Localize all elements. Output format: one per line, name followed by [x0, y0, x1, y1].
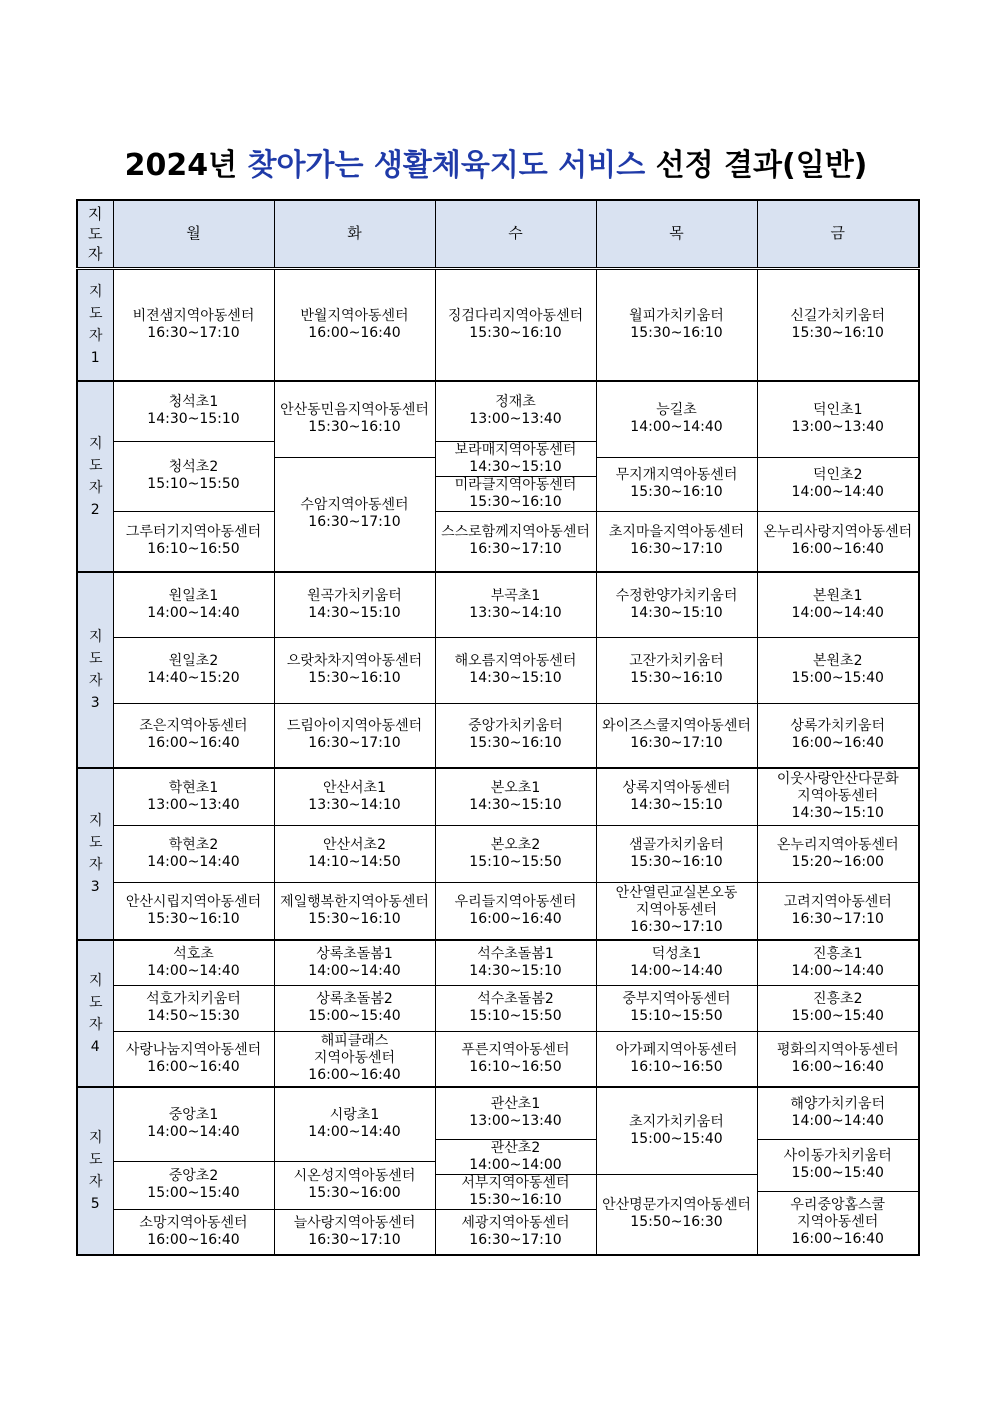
center-name: 덕인초2: [813, 467, 863, 483]
center-name: 상록초돌봄2: [316, 991, 393, 1007]
time-slot: 15:30~16:10: [469, 735, 562, 752]
schedule-cell: [757, 1139, 919, 1191]
schedule-cell: [435, 1031, 596, 1087]
center-name: 온누리지역아동센터: [776, 836, 899, 853]
center-name: 안산동민음지역아동센터: [280, 402, 429, 419]
schedule-cell: [596, 268, 757, 381]
center-name: 조은지역아동센터: [139, 718, 248, 735]
center-name: 본원초1: [813, 587, 863, 604]
schedule-cell: [757, 703, 919, 768]
schedule-cell: [596, 1174, 757, 1255]
time-slot: 16:30~17:10: [469, 1231, 562, 1248]
group-3-row: [77, 637, 919, 703]
time-slot: 15:00~15:40: [630, 1130, 723, 1147]
schedule-cell: [274, 825, 435, 882]
schedule-cell: [596, 1031, 757, 1087]
time-slot: 16:00~16:40: [147, 1058, 240, 1075]
time-slot: 16:10~16:50: [147, 541, 240, 558]
header-instructor: 지도자: [77, 200, 113, 268]
time-slot: 15:30~16:10: [630, 670, 723, 686]
time-slot: 16:10~16:50: [630, 1058, 723, 1075]
center-name: 세광지역아동센터: [461, 1214, 570, 1231]
instructor-label: 지도자1: [77, 268, 113, 381]
time-slot: 14:00~14:40: [308, 962, 401, 979]
group-5-row: [77, 940, 919, 985]
group-4-row: [77, 825, 919, 882]
schedule-cell: [435, 703, 596, 768]
schedule-cell: [757, 637, 919, 703]
schedule-cell: [757, 825, 919, 882]
schedule-cell: [757, 1087, 919, 1139]
time-slot: 15:30~16:10: [469, 493, 562, 510]
schedule-table: [76, 199, 920, 1256]
center-name: 와이즈스쿨지역아동센터: [602, 718, 751, 735]
group-6-row: [77, 1087, 919, 1126]
time-slot: 15:00~15:40: [791, 1008, 884, 1024]
schedule-cell: [274, 703, 435, 768]
center-name: 비젼샘지역아동센터: [132, 307, 255, 324]
schedule-cell: [274, 882, 435, 940]
schedule-cell: [596, 1087, 757, 1174]
center-name: 중앙초1: [168, 1107, 219, 1124]
time-slot: 13:30~14:10: [469, 604, 562, 621]
center-name: 안산서초1: [322, 779, 386, 796]
center-name: 본원초2: [813, 653, 863, 669]
schedule-cell: [435, 1139, 596, 1174]
center-name: 안산명문가지역아동센터: [602, 1197, 751, 1214]
time-slot: 15:00~15:40: [791, 670, 884, 686]
schedule-cell: [757, 985, 919, 1031]
time-slot: 15:30~16:10: [630, 484, 723, 500]
time-slot: 14:00~14:40: [791, 962, 884, 979]
time-slot: 13:30~14:10: [308, 796, 401, 813]
schedule-cell: [596, 511, 757, 572]
schedule-cell: [113, 1161, 274, 1209]
time-slot: 14:00~14:40: [147, 604, 240, 621]
instructor-label: 지도자4: [77, 940, 113, 1087]
schedule-cell: [435, 940, 596, 985]
header-day-tue: 화: [274, 200, 435, 268]
instructor-label: 지도자3: [77, 768, 113, 940]
schedule-cell: [274, 1031, 435, 1087]
time-slot: 14:00~14:40: [630, 419, 723, 436]
schedule-cell: [113, 268, 274, 381]
center-name: 징검다리지역아동센터: [447, 307, 584, 324]
center-name: 청석초2: [168, 459, 219, 475]
center-name: 고려지역아동센터: [783, 893, 892, 910]
center-name: 안산서초2: [322, 836, 386, 853]
schedule-cell: [113, 1087, 274, 1161]
center-name: 석수초돌봄1: [477, 945, 554, 962]
time-slot: 15:10~15:50: [630, 1008, 723, 1024]
schedule-cell: [274, 1161, 435, 1209]
center-name: 드림아이지역아동센터: [286, 718, 423, 735]
center-name: 중앙초2: [168, 1168, 219, 1184]
schedule-cell: [113, 703, 274, 768]
schedule-cell: [274, 268, 435, 381]
schedule-cell: [596, 882, 757, 940]
header-day-thu: 목: [596, 200, 757, 268]
center-name: 석호가치키움터: [146, 991, 241, 1007]
schedule-cell: [757, 457, 919, 511]
center-name: 상록지역아동센터: [622, 779, 731, 796]
time-slot: 16:00~16:40: [791, 1058, 884, 1075]
schedule-cell: [113, 441, 274, 511]
schedule-cell: [435, 882, 596, 940]
center-name: 원곡가치키움터: [307, 587, 402, 604]
center-name: 푸른지역아동센터: [461, 1041, 570, 1058]
center-name: 진흥초2: [813, 991, 863, 1007]
center-name: 미라클지역아동센터: [454, 476, 577, 493]
center-name: 아가페지역아동센터: [615, 1041, 738, 1058]
group-4-row: [77, 882, 919, 940]
center-name: 본오초1: [490, 779, 541, 796]
center-name-line2: 지역아동센터: [797, 1214, 879, 1231]
center-name: 이웃사랑안산다문화: [776, 771, 899, 788]
time-slot: 16:30~17:10: [630, 735, 723, 752]
center-name: 초지마을지역아동센터: [608, 524, 745, 541]
center-name: 시온성지역아동센터: [293, 1168, 416, 1184]
center-name: 안산시립지역아동센터: [125, 893, 262, 910]
schedule-cell: [757, 572, 919, 637]
center-name: 해피클래스: [320, 1033, 389, 1050]
group-3-row: [77, 703, 919, 768]
schedule-cell: [757, 268, 919, 381]
time-slot: 14:30~15:10: [469, 458, 562, 475]
schedule-cell: [757, 1031, 919, 1087]
time-slot: 14:00~14:00: [469, 1156, 562, 1173]
header-row: [77, 200, 919, 268]
center-name: 원일초2: [168, 653, 219, 669]
center-name: 보라매지역아동센터: [454, 441, 577, 458]
schedule-cell: [274, 637, 435, 703]
header-day-fri: 금: [757, 200, 919, 268]
schedule-cell: [435, 381, 596, 441]
group-4-row: [77, 768, 919, 825]
time-slot: 16:00~16:40: [147, 1231, 240, 1248]
schedule-cell: [274, 1209, 435, 1255]
center-name-line2: 지역아동센터: [635, 902, 718, 919]
center-name: 월피가치키움터: [629, 307, 724, 324]
schedule-cell: [596, 381, 757, 457]
time-slot: 16:00~16:40: [308, 324, 401, 341]
schedule-cell: [113, 1209, 274, 1255]
time-slot: 15:30~16:10: [308, 910, 401, 927]
time-slot: 14:30~15:10: [147, 411, 240, 428]
center-name: 덕인초1: [813, 402, 863, 419]
time-slot: 14:30~15:10: [469, 962, 562, 979]
time-slot: 14:30~15:10: [630, 604, 723, 621]
time-slot: 14:30~15:10: [469, 796, 562, 813]
center-name: 반월지역아동센터: [300, 307, 409, 324]
group-3-row: [77, 572, 919, 637]
center-name: 스스로함께지역아동센터: [441, 524, 590, 541]
center-name: 중부지역아동센터: [622, 991, 731, 1007]
time-slot: 16:00~16:40: [791, 541, 884, 558]
time-slot: 16:30~17:10: [630, 919, 723, 936]
schedule-cell: [757, 768, 919, 825]
center-name: 사이동가치키움터: [783, 1148, 892, 1164]
group-1-row: [77, 268, 919, 381]
schedule-cell: [113, 511, 274, 572]
time-slot: 15:30~16:10: [469, 324, 562, 341]
center-name: 진흥초1: [813, 945, 863, 962]
schedule-cell: [435, 1174, 596, 1209]
instructor-label: 지도자5: [77, 1087, 113, 1255]
time-slot: 15:30~16:10: [630, 853, 723, 870]
center-name: 덕성초1: [651, 945, 702, 962]
time-slot: 15:30~16:10: [308, 419, 401, 436]
schedule-cell: [113, 1031, 274, 1087]
time-slot: 14:00~14:40: [147, 962, 240, 979]
group-5-row: [77, 1031, 919, 1087]
time-slot: 16:30~17:10: [308, 514, 401, 531]
time-slot: 16:00~16:40: [308, 1067, 401, 1084]
schedule-cell: [113, 882, 274, 940]
center-name: 사랑나눔지역아동센터: [125, 1041, 262, 1058]
schedule-cell: [757, 882, 919, 940]
schedule-cell: [435, 268, 596, 381]
time-slot: 13:00~13:40: [469, 1113, 562, 1130]
time-slot: 14:50~15:30: [147, 1008, 240, 1024]
schedule-cell: [113, 381, 274, 441]
time-slot: 15:00~15:40: [147, 1185, 240, 1201]
time-slot: 16:30~17:10: [469, 541, 562, 558]
schedule-cell: [113, 985, 274, 1031]
schedule-cell: [435, 985, 596, 1031]
time-slot: 16:00~16:40: [791, 735, 884, 752]
center-name: 정재초: [495, 394, 536, 411]
center-name: 고잔가치키움터: [629, 653, 724, 669]
instructor-label: 지도자3: [77, 572, 113, 768]
center-name: 상록가치키움터: [790, 718, 886, 735]
center-name: 중앙가치키움터: [468, 718, 563, 735]
schedule-cell: [435, 511, 596, 572]
schedule-cell: [596, 825, 757, 882]
time-slot: 14:40~15:20: [147, 670, 240, 686]
center-name: 샘골가치키움터: [629, 836, 724, 853]
center-name: 상록초돌봄1: [316, 945, 393, 962]
time-slot: 14:30~15:10: [469, 670, 562, 686]
center-name: 그루터기지역아동센터: [125, 524, 262, 541]
center-name-line2: 지역아동센터: [313, 1050, 396, 1067]
time-slot: 14:30~15:10: [308, 604, 401, 621]
time-slot: 16:10~16:50: [469, 1058, 562, 1075]
time-slot: 13:00~13:40: [469, 411, 562, 428]
center-name: 무지개지역아동센터: [615, 467, 738, 483]
time-slot: 15:30~16:10: [469, 1191, 562, 1208]
schedule-cell: [596, 457, 757, 511]
group-5-row: [77, 985, 919, 1031]
center-name: 해오름지역아동센터: [454, 653, 577, 669]
time-slot: 15:30~16:10: [791, 324, 884, 341]
center-name: 원일초1: [168, 587, 219, 604]
schedule-cell: [274, 1087, 435, 1161]
instructor-label: 지도자2: [77, 381, 113, 572]
title-result: 선정 결과(일반): [655, 148, 868, 183]
center-name: 소망지역아동센터: [139, 1214, 248, 1231]
time-slot: 14:10~14:50: [308, 853, 401, 870]
time-slot: 13:00~13:40: [791, 419, 884, 436]
time-slot: 16:30~17:10: [147, 324, 240, 341]
schedule-cell: [435, 476, 596, 511]
header-day-mon: 월: [113, 200, 274, 268]
schedule-cell: [435, 1209, 596, 1255]
center-name: 부곡초1: [490, 587, 541, 604]
schedule-cell: [596, 985, 757, 1031]
time-slot: 14:00~14:40: [147, 853, 240, 870]
center-name: 수암지역아동센터: [300, 497, 409, 514]
center-name: 수정한양가치키움터: [615, 587, 738, 604]
schedule-cell: [596, 703, 757, 768]
center-name: 관산초1: [490, 1096, 541, 1113]
page-title: [0, 140, 992, 184]
title-year: 2024년: [124, 148, 238, 183]
time-slot: 14:30~15:10: [630, 796, 723, 813]
time-slot: 14:30~15:10: [791, 805, 884, 822]
center-name: 안산열린교실본오동: [615, 885, 738, 902]
center-name: 제일행복한지역아동센터: [280, 893, 429, 910]
center-name: 능길초: [656, 402, 697, 419]
title-service: 찾아가는 생활체육지도 서비스: [247, 148, 646, 183]
time-slot: 16:30~17:10: [630, 541, 723, 558]
schedule-cell: [435, 637, 596, 703]
time-slot: 14:00~14:40: [308, 1124, 401, 1141]
schedule-cell: [274, 381, 435, 457]
schedule-cell: [596, 572, 757, 637]
time-slot: 15:30~16:10: [147, 910, 240, 927]
group-2-row: [77, 381, 919, 426]
center-name: 초지가치키움터: [629, 1113, 724, 1130]
center-name: 학현초2: [168, 836, 219, 853]
time-slot: 14:00~14:40: [791, 604, 884, 621]
time-slot: 15:10~15:50: [469, 853, 562, 870]
schedule-cell: [113, 572, 274, 637]
center-name: 신길가치키움터: [790, 307, 886, 324]
time-slot: 15:30~16:00: [308, 1185, 401, 1201]
center-name: 평화의지역아동센터: [776, 1041, 899, 1058]
center-name: 관산초2: [490, 1139, 541, 1156]
time-slot: 14:00~14:40: [630, 962, 723, 979]
schedule-cell: [113, 637, 274, 703]
center-name: 석호초: [173, 945, 214, 962]
schedule-cell: [757, 511, 919, 572]
time-slot: 14:00~14:40: [791, 1113, 884, 1130]
time-slot: 16:30~17:10: [791, 910, 884, 927]
schedule-cell: [596, 940, 757, 985]
time-slot: 16:30~17:10: [308, 735, 401, 752]
group-2-row: [77, 511, 919, 540]
center-name: 우리들지역아동센터: [454, 893, 577, 910]
schedule-cell: [113, 768, 274, 825]
center-name: 청석초1: [168, 394, 219, 411]
center-name: 본오초2: [490, 836, 541, 853]
schedule-cell: [435, 572, 596, 637]
time-slot: 16:00~16:40: [791, 1231, 884, 1248]
schedule-cell: [113, 825, 274, 882]
schedule-cell: [274, 940, 435, 985]
schedule-cell: [274, 457, 435, 572]
schedule-cell: [757, 381, 919, 457]
center-name: 석수초돌봄2: [477, 991, 554, 1007]
time-slot: 15:50~16:30: [630, 1214, 723, 1231]
schedule-cell: [596, 768, 757, 825]
time-slot: 15:30~16:10: [630, 324, 723, 341]
schedule-cell: [435, 1087, 596, 1139]
center-name: 학현초1: [168, 779, 219, 796]
time-slot: 16:30~17:10: [308, 1231, 401, 1248]
center-name: 시랑초1: [329, 1107, 380, 1124]
time-slot: 15:00~15:40: [308, 1008, 401, 1024]
center-name: 늘사랑지역아동센터: [293, 1214, 416, 1231]
time-slot: 14:00~14:40: [791, 484, 884, 500]
schedule-cell: [274, 572, 435, 637]
schedule-cell: [596, 637, 757, 703]
schedule-cell: [113, 940, 274, 985]
schedule-cell: [274, 985, 435, 1031]
schedule-cell: [757, 940, 919, 985]
time-slot: 15:10~15:50: [147, 476, 240, 492]
center-name: 서부지역아동센터: [461, 1174, 570, 1191]
schedule-cell: [435, 441, 596, 476]
header-day-wed: 수: [435, 200, 596, 268]
center-name: 우리중앙홈스쿨: [790, 1197, 886, 1214]
schedule-cell: [274, 768, 435, 825]
time-slot: 16:00~16:40: [469, 910, 562, 927]
time-slot: 15:10~15:50: [469, 1008, 562, 1024]
center-name-line2: 지역아동센터: [797, 788, 879, 805]
time-slot: 15:30~16:10: [308, 670, 401, 686]
center-name: 해양가치키움터: [790, 1096, 886, 1113]
center-name: 온누리사랑지역아동센터: [763, 524, 913, 541]
schedule-cell: [757, 1191, 919, 1255]
time-slot: 14:00~14:40: [147, 1124, 240, 1141]
schedule-cell: [435, 825, 596, 882]
time-slot: 13:00~13:40: [147, 796, 240, 813]
schedule-cell: [435, 768, 596, 825]
time-slot: 15:00~15:40: [791, 1165, 884, 1181]
time-slot: 16:00~16:40: [147, 735, 240, 752]
center-name: 으랏차차지역아동센터: [286, 653, 423, 669]
time-slot: 15:20~16:00: [791, 853, 884, 870]
